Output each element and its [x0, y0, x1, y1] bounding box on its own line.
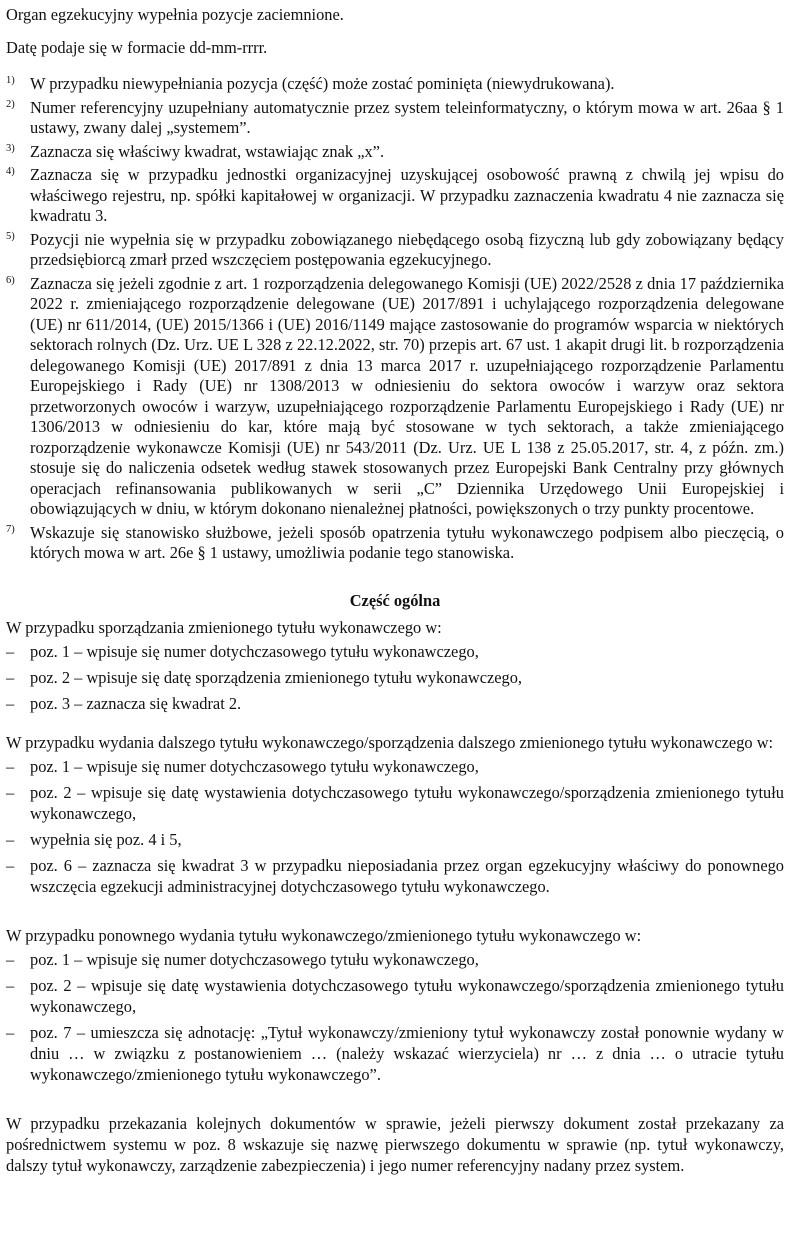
list-item [6, 949, 784, 970]
footnote-text: W przypadku niewypełniania pozycja (część) może zostać pominięta (niewydrukowana). [30, 74, 615, 93]
footnote-text: Zaznacza się właściwy kwadrat, wstawiając znak „x”. [30, 141, 385, 161]
list-item [6, 641, 784, 662]
final-paragraph: W przypadku przekazania kolejnych dokumentów w sprawie, jeżeli pierwszy dokument został przekazany za pośrednictwem systemu w poz. 8 wskazuje się nazwę pierwszego dokumentu w sprawie (np. tytuł wykonawczy, dalszy tytuł wykonawczy, zarządzenie zabezpieczenia) i jego numer referencyjny nadany przez system. [6, 1113, 784, 1175]
intro-line-1: Organ egzekucyjny wypełnia pozycje zaciemnione. [6, 5, 344, 24]
list-item-text: poz. 2 – wpisuje się datę wystawienia dotychczasowego tytułu wykonawczego/sporządzenia zmienionego tytułu wykonawczego, [30, 782, 784, 823]
footnote-text: Numer referencyjny uzupełniany automatycznie przez system teleinformatyczny, o którym mowa w art. 26aa § 1 ustawy, zwany dalej „systemem”. [30, 97, 784, 137]
dash-bullet: – [6, 949, 15, 969]
footnote-number: 7) [6, 523, 15, 535]
footnote [6, 98, 784, 139]
footnote-text: Zaznacza się jeżeli zgodnie z art. 1 rozporządzenia delegowanego Komisji (UE) 2022/2528 z dnia 17 października 2022 r. zmieniającego rozporządzenie delegowane (UE) 2017/891 i uchylającego rozporządzenia delegowane (UE) nr 611/2014, (UE) 2015/1366 i (UE) 2016/1149 mające zastosowanie do programów wsparcia w niektórych sektorach rolnych (Dz. Urz. UE L 328 z 22.12.2022, str. 70) przepis art. 67 ust. 1 akapit drugi lit. b rozporządzenia delegowanego Komisji (UE) 2017/891 z dnia 13 marca 2017 r. uzupełniającego rozporządzenie Parlamentu Europejskiego i Rady (UE) nr 1308/2013 w odniesieniu do sektora owoców i warzyw oraz sektora przetworzonych owoców i warzyw, uzupełniającego rozporządzenie Parlamentu Europejskiego i Rady (UE) nr 1306/2013 w odniesieniu do kar, które mają być stosowane w tych sektorach, a także zmieniającego rozporządzenie wykonawcze Komisji (UE) nr 543/2011 (Dz. Urz. UE L 138 z 25.05.2017, str. 4, z późn. zm.) stosuje się do naliczenia odsetek według stawek stosowanych przez Europejski Bank Centralny przy głównych operacjach refinansowania publikowanych w serii „C” Dziennika Urzędowego Unii Europejskiej i obowiązujących w dniu, w którym dokonano nienależnej płatności, powiększonych o trzy punkty procentowe. [30, 273, 784, 518]
section-heading: Część ogólna [349, 590, 441, 610]
footnote-number: 2) [6, 98, 15, 110]
footnote [6, 142, 784, 163]
list-item [6, 1022, 784, 1085]
dash-bullet: – [6, 782, 15, 802]
dash-bullet: – [6, 975, 15, 995]
block-lead: W przypadku sporządzania zmienionego tytułu wykonawczego w: [6, 617, 442, 637]
footnote [6, 230, 784, 271]
dash-bullet: – [6, 855, 15, 875]
footnote-text: Pozycji nie wypełnia się w przypadku zobowiązanego niebędącego osobą fizyczną lub gdy zobowiązany będący przedsiębiorcą zmarł przed wszczęciem postępowania egzekucyjnego. [30, 229, 784, 269]
footnote-text: Zaznacza się w przypadku jednostki organizacyjnej uzyskującej osobowość prawną z chwilą jej wpisu do właściwego rejestru, np. spółki kapitałowej w organizacji. W przypadku zaznaczenia kwadratu 4 nie zaznacza się kwadratu 3. [30, 165, 784, 225]
list-item [6, 693, 784, 714]
footnote-number: 1) [6, 75, 15, 86]
footnote [6, 165, 784, 227]
list-item-text: poz. 6 – zaznacza się kwadrat 3 w przypadku nieposiadania przez organ egzekucyjny właściwy do ponownego wszczęcia egzekucji administracyjnej dotychczasowego tytułu wykonawczego. [30, 855, 784, 896]
dash-bullet: – [6, 693, 15, 713]
list-item-text: poz. 3 – zaznacza się kwadrat 2. [30, 693, 242, 713]
list-item-text: poz. 2 – wpisuje się datę wystawienia dotychczasowego tytułu wykonawczego/sporządzenia zmienionego tytułu wykonawczego, [30, 975, 784, 1016]
block-lead: W przypadku ponownego wydania tytułu wykonawczego/zmienionego tytułu wykonawczego w: [6, 925, 642, 945]
intro-line-2: Datę podaje się w formacie dd-mm-rrrr. [6, 38, 268, 57]
footnote [6, 74, 784, 95]
list-item-text: poz. 1 – wpisuje się numer dotychczasowego tytułu wykonawczego, [30, 641, 479, 661]
dash-bullet: – [6, 667, 15, 687]
footnote [6, 523, 784, 564]
instruction-list [6, 641, 784, 714]
list-item-text: wypełnia się poz. 4 i 5, [30, 829, 182, 849]
list-item-text: poz. 2 – wpisuje się datę sporządzenia zmienionego tytułu wykonawczego, [30, 667, 523, 687]
footnote [6, 274, 784, 520]
list-item [6, 756, 784, 777]
footnote-number: 6) [6, 274, 15, 286]
footnote-number: 3) [6, 142, 15, 154]
list-item [6, 829, 784, 850]
list-item-text: poz. 7 – umieszcza się adnotację: „Tytuł wykonawczy/zmieniony tytuł wykonawczy został ponownie wydany w dniu … w związku z postanowieniem … (należy wskazać wierzyciela) nr … z dnia … o utracie tytułu wykonawczego/zmienionego tytułu wykonawczego”. [30, 1022, 784, 1084]
instruction-list [6, 756, 784, 897]
footnotes-list [6, 74, 784, 564]
dash-bullet: – [6, 756, 15, 776]
dash-bullet: – [6, 1022, 15, 1042]
instruction-list [6, 949, 784, 1085]
dash-bullet: – [6, 641, 15, 661]
list-item [6, 855, 784, 897]
list-item [6, 975, 784, 1017]
footnote-text: Wskazuje się stanowisko służbowe, jeżeli sposób opatrzenia tytułu wykonawczego podpisem albo pieczęcią, o których mowa w art. 26e § 1 ustawy, umożliwia podanie tego stanowiska. [30, 522, 784, 562]
footnote-number: 5) [6, 230, 15, 242]
list-item-text: poz. 1 – wpisuje się numer dotychczasowego tytułu wykonawczego, [30, 949, 479, 969]
list-item [6, 782, 784, 824]
block-lead: W przypadku wydania dalszego tytułu wykonawczego/sporządzenia dalszego zmienionego tytułu wykonawczego w: [6, 732, 774, 752]
list-item-text: poz. 1 – wpisuje się numer dotychczasowego tytułu wykonawczego, [30, 756, 479, 776]
footnote-number: 4) [6, 166, 15, 177]
dash-bullet: – [6, 829, 15, 849]
list-item [6, 667, 784, 688]
